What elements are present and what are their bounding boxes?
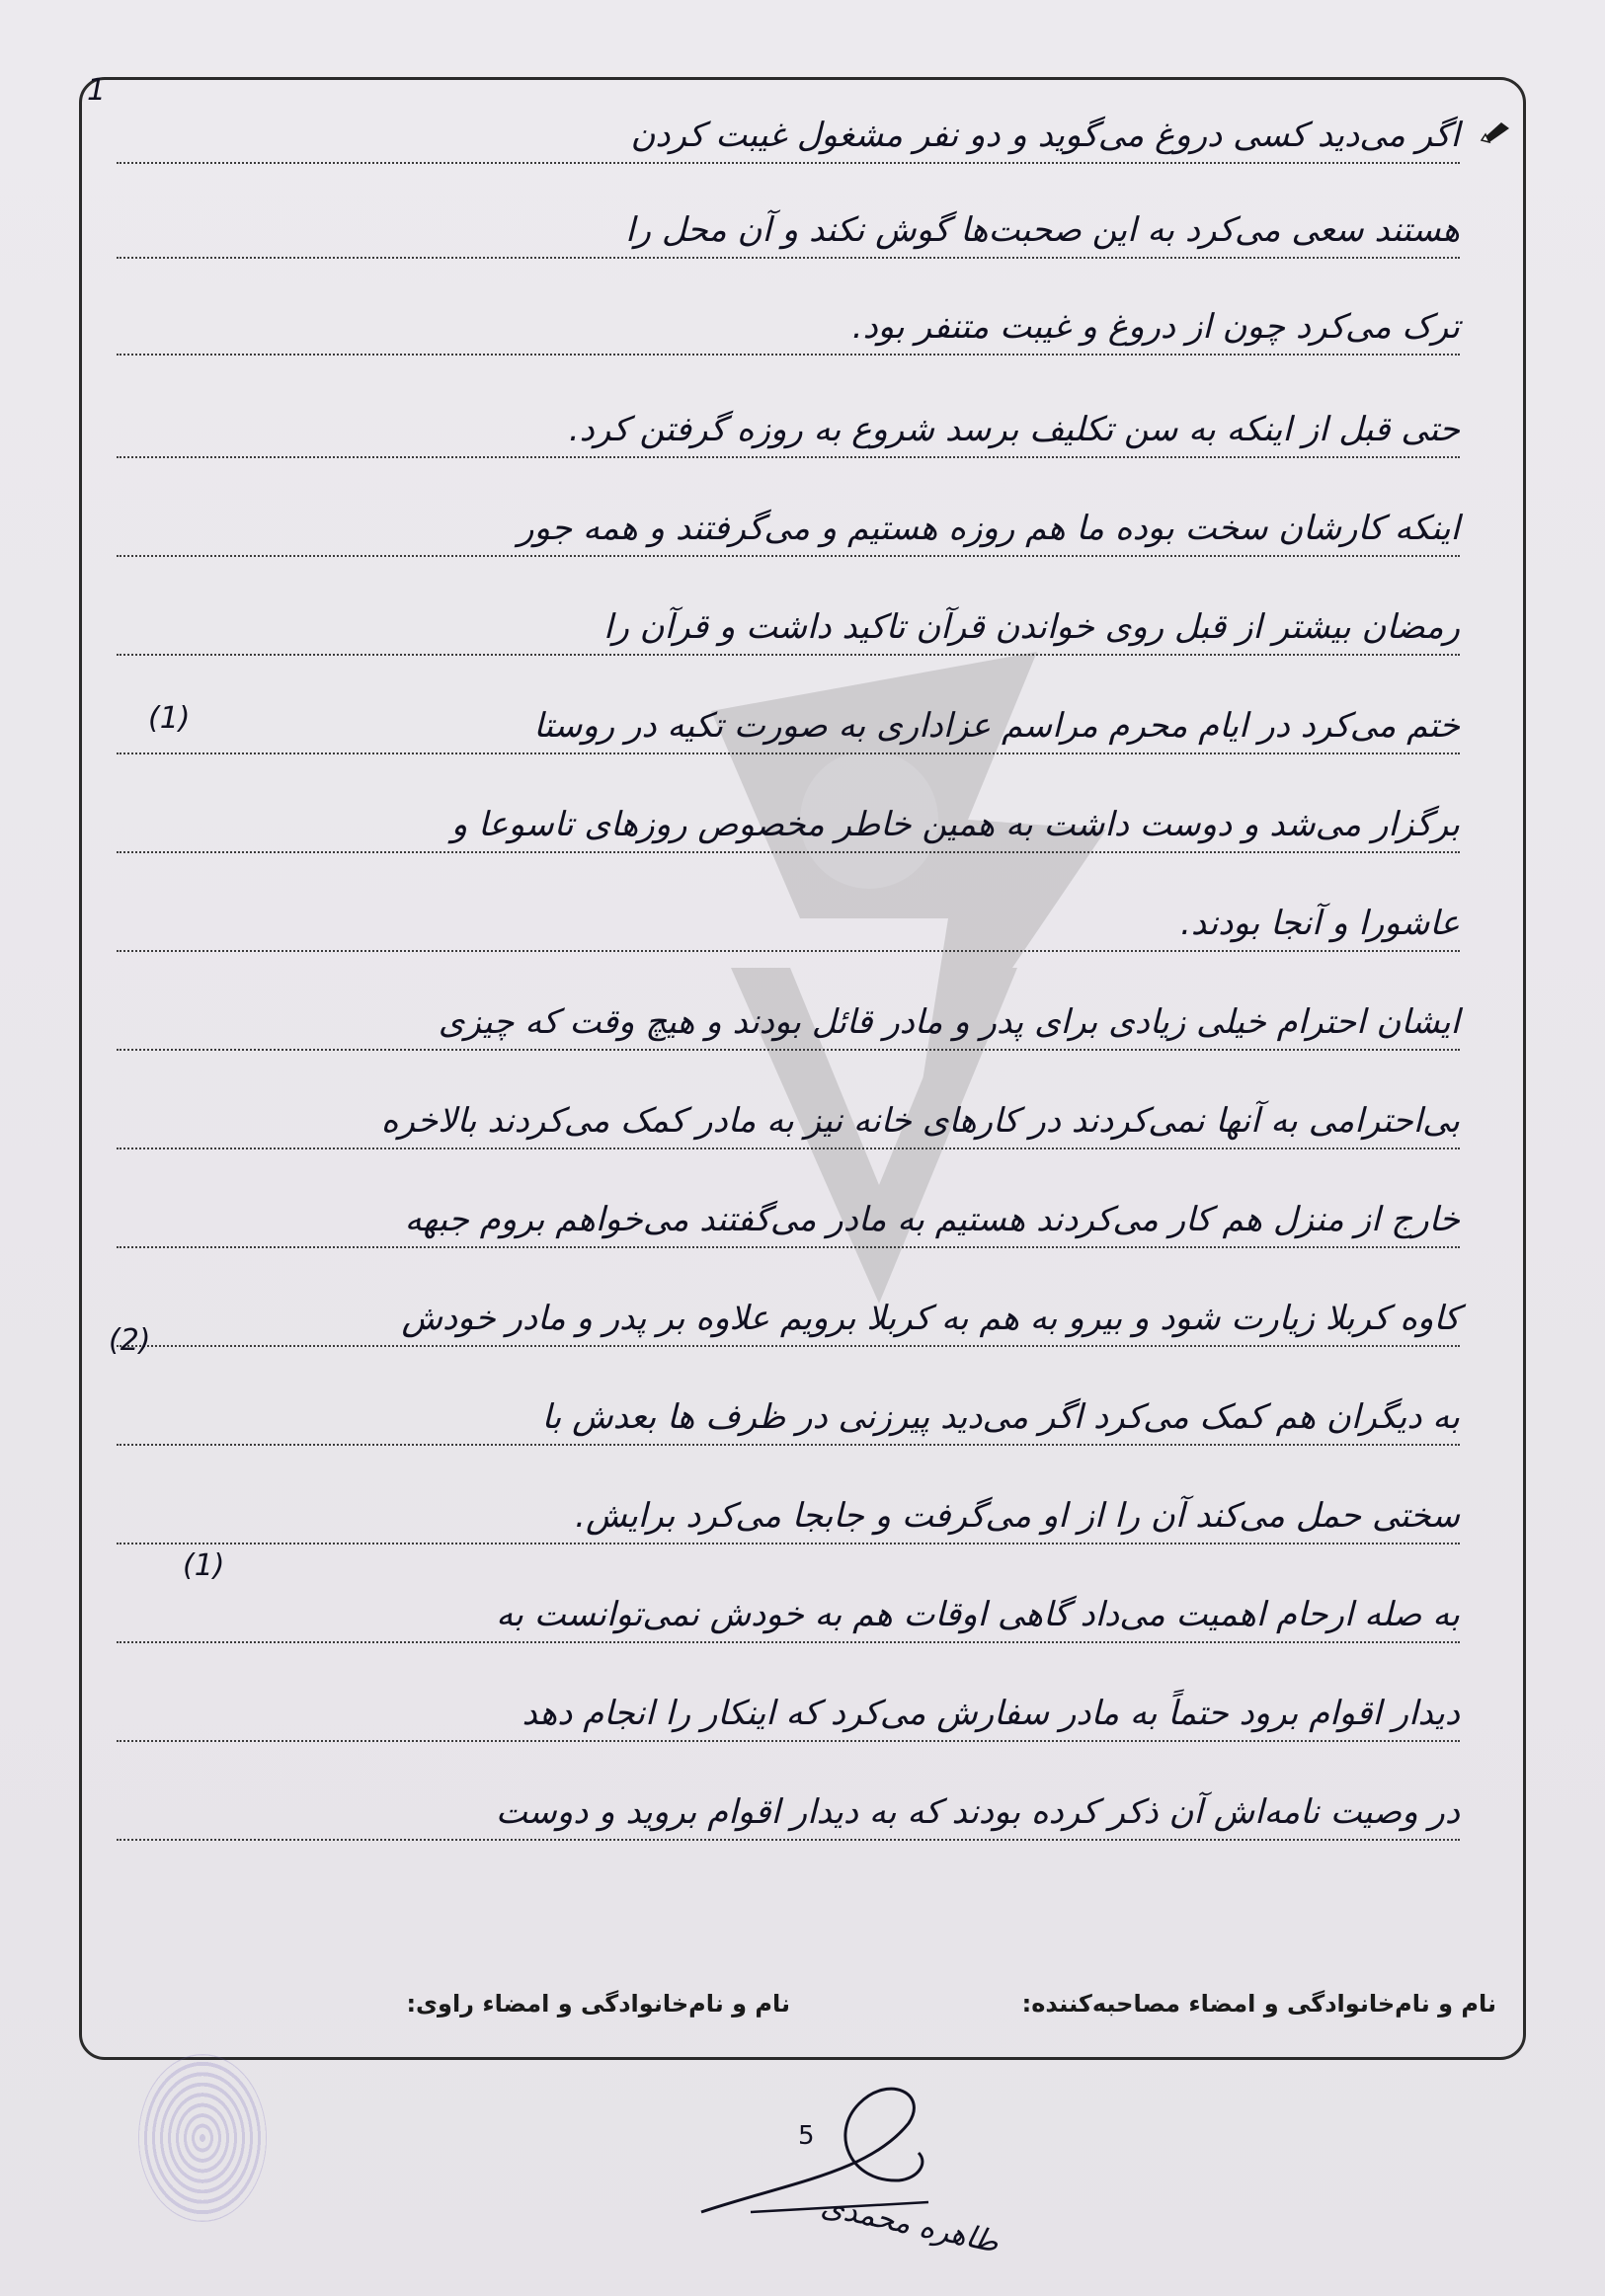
text-line: کاوه کربلا زیارت شود و بیرو به هم به کربلا برویم علاوه بر پدر و مادر خودش <box>117 1294 1460 1347</box>
text-line: ترک می‌کرد چون از دروغ و غیبت متنفر بود. <box>117 302 1460 356</box>
text-line: بی‌احترامی به آنها نمی‌کردند در کارهای خانه نیز به مادر کمک می‌کردند بالاخره <box>117 1096 1460 1149</box>
form-frame <box>79 77 1526 2060</box>
margin-note: (2) <box>109 1323 151 1358</box>
margin-note: (1) <box>148 701 191 736</box>
text-line: اگر می‌دید کسی دروغ می‌گوید و دو نفر مشغول غیبت کردن <box>117 111 1460 164</box>
text-line: سختی حمل می‌کند آن را از او می‌گرفت و جابجا می‌کرد برایش. <box>117 1491 1460 1544</box>
text-line: به صله ارحام اهمیت می‌داد گاهی اوقات هم به خودش نمی‌توانست به <box>117 1590 1460 1643</box>
text-line: هستند سعی می‌کرد به این صحبت‌ها گوش نکند و آن محل را <box>117 205 1460 259</box>
text-line: در وصیت نامه‌اش آن ذکر کرده بودند که به دیدار اقوام بروید و دوست <box>117 1787 1460 1841</box>
text-line: ایشان احترام خیلی زیادی برای پدر و مادر قائل بودند و هیچ وقت که چیزی <box>117 997 1460 1051</box>
signer-name: طاهره محمدی <box>818 2188 1003 2260</box>
text-line: حتی قبل از اینکه به سن تکلیف برسد شروع به روزه گرفتن کرد. <box>117 405 1460 458</box>
text-line: برگزار می‌شد و دوست داشت به همین خاطر مخصوص روزهای تاسوعا و <box>117 800 1460 853</box>
text-line: اینکه کارشان سخت بوده ما هم روزه هستیم و می‌گرفتند و همه جور <box>117 504 1460 557</box>
page-number: 5 <box>798 2121 815 2151</box>
corner-page-note: 1 <box>87 73 107 108</box>
narrator-signature-label: نام و نام‌خانوادگی و امضاء راوی: <box>406 1990 790 2018</box>
text-line: عاشورا و آنجا بودند. <box>117 899 1460 952</box>
text-line: خارج از منزل هم کار می‌کردند هستیم به مادر می‌گفتند می‌خواهم بروم جبهه <box>117 1195 1460 1248</box>
interviewer-signature-label: نام و نام‌خانوادگی و امضاء مصاحبه‌کننده: <box>1021 1990 1496 2018</box>
margin-note: (1) <box>183 1548 225 1583</box>
pencil-icon <box>1480 119 1513 144</box>
text-line: رمضان بیشتر از قبل روی خواندن قرآن تاکید داشت و قرآن را <box>117 602 1460 656</box>
text-line: دیدار اقوام برود حتماً به مادر سفارش می‌کرد که اینکار را انجام دهد <box>117 1689 1460 1742</box>
fingerprint-mark <box>138 2054 267 2222</box>
text-line: به دیگران هم کمک می‌کرد اگر می‌دید پیرزنی در ظرف ها بعدش با <box>117 1392 1460 1446</box>
text-line: ختم می‌کرد در ایام محرم مراسم عزاداری به صورت تکیه در روستا <box>117 701 1460 754</box>
